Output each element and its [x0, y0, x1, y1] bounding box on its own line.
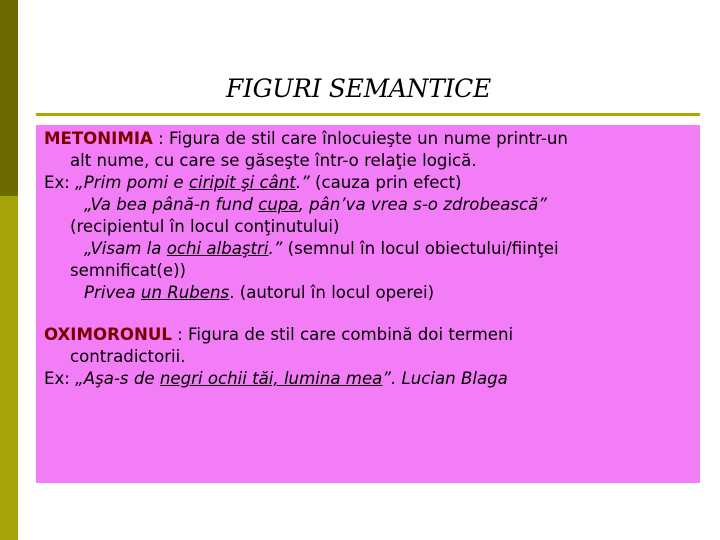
sidebar-accent-light — [0, 196, 18, 540]
content-panel — [36, 125, 700, 483]
metonimia-example-1: Ex: „Prim pomi e ciripit şi cânt.” (cauza prin efect) — [44, 173, 462, 192]
section-spacer — [44, 304, 694, 324]
metonimia-example-3-note: semnificat(e)) — [70, 261, 187, 280]
metonimia-example-3: „Visam la ochi albaştri.” (semnul în locul obiectului/fiinţei — [84, 239, 559, 258]
slide-title: FIGURI SEMANTICE — [226, 74, 491, 103]
metonimia-example-4: Privea un Rubens. (autorul în locul operei) — [84, 283, 435, 302]
sidebar-accent-dark — [0, 0, 18, 196]
oximoronul-term: OXIMORONUL — [44, 325, 172, 344]
oximoronul-definition: OXIMORONUL : Figura de stil care combină doi termeni contradictorii. — [44, 325, 514, 366]
oximoronul-example: Ex: „Aşa-s de negri ochii tăi, lumina mea”. Lucian Blaga — [44, 369, 508, 388]
title-underline-rule — [36, 113, 700, 116]
metonimia-term: METONIMIA — [44, 129, 153, 148]
metonimia-example-2: „Va bea până-n fund cupa, pân’va vrea s-o zdrobească” — [84, 195, 547, 214]
metonimia-definition: METONIMIA : Figura de stil care înlocuieşte un nume printr-un alt nume, cu care se găseşte într-o relaţie logică. — [44, 129, 568, 170]
metonimia-example-2-note: (recipientul în locul conţinutului) — [70, 217, 340, 236]
